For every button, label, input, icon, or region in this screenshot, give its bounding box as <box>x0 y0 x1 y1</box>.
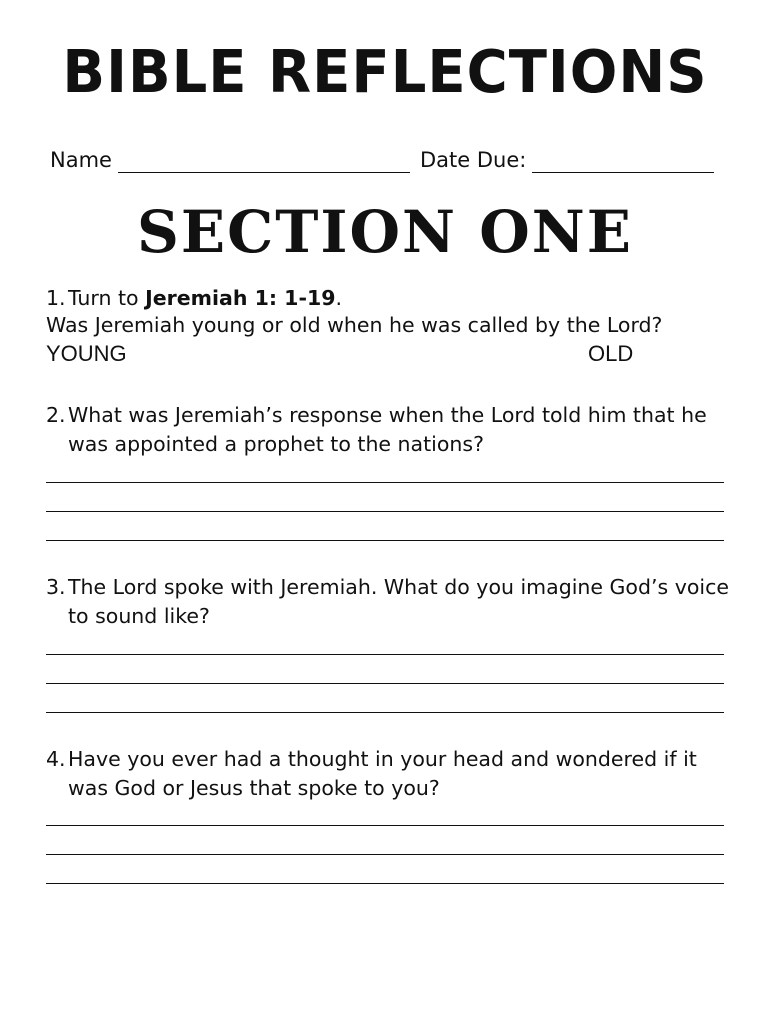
question-number: 2. <box>46 403 66 427</box>
answer-line[interactable] <box>46 540 724 541</box>
answer-line[interactable] <box>46 482 724 483</box>
answer-line[interactable] <box>46 854 724 855</box>
scripture-reference: Jeremiah 1: 1-19 <box>145 286 336 310</box>
question-1-prefix: Turn to <box>68 286 146 310</box>
question-number: 1. <box>46 286 66 310</box>
question-number: 3. <box>46 575 66 599</box>
question-2 <box>46 401 736 459</box>
question-1 <box>46 284 736 313</box>
question-1-suffix: . <box>335 286 343 310</box>
name-label: Name <box>50 148 112 172</box>
option-young[interactable]: YOUNG <box>46 341 127 366</box>
question-text <box>68 284 736 313</box>
name-date-row <box>50 148 720 178</box>
answer-line[interactable] <box>46 883 724 884</box>
page-title: BIBLE REFLECTIONS <box>62 38 708 107</box>
answer-line[interactable] <box>46 712 724 713</box>
answer-line[interactable] <box>46 511 724 512</box>
question-number: 4. <box>46 747 66 771</box>
option-old[interactable]: OLD <box>588 341 634 366</box>
answer-line[interactable] <box>46 825 724 826</box>
question-text: The Lord spoke with Jeremiah. What do you imagine God’s voice to sound like? <box>68 575 729 628</box>
name-field[interactable] <box>118 172 410 173</box>
answer-line[interactable] <box>46 683 724 684</box>
question-text: Have you ever had a thought in your head and wondered if it was God or Jesus that spoke to you? <box>68 747 697 800</box>
question-3 <box>46 573 736 631</box>
section-title: SECTION ONE <box>136 198 634 266</box>
answer-line[interactable] <box>46 654 724 655</box>
date-due-label: Date Due: <box>420 148 527 172</box>
question-1-line-2: Was Jeremiah young or old when he was called by the Lord? <box>46 313 663 337</box>
date-due-field[interactable] <box>532 172 714 173</box>
question-4 <box>46 745 736 803</box>
question-text: What was Jeremiah’s response when the Lord told him that he was appointed a prophet to the nations? <box>68 403 707 456</box>
